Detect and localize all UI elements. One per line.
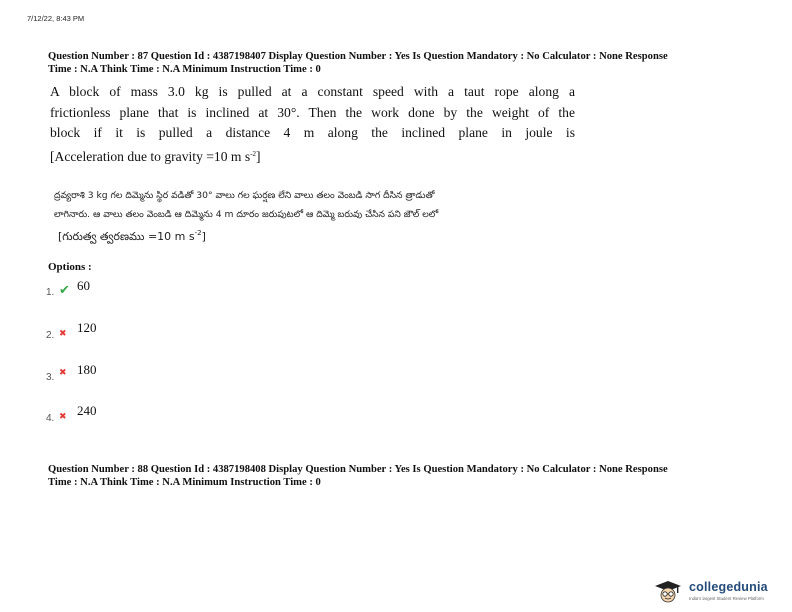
question-87-telugu-text (54, 186, 574, 246)
question-text-line: frictionless plane that is inclined at 30°. Then the work done by the weight of the (50, 104, 575, 120)
bracket-close: ] (201, 230, 206, 243)
option-number: 1. (46, 287, 55, 298)
collegedunia-logo (651, 580, 787, 604)
question-87-meta (48, 50, 768, 76)
question-88-meta-line-1: Question Number : 88 Question Id : 4387198408 Display Question Number : Yes Is Question Mandatory : No Calculator : None Response (48, 464, 668, 475)
option-number: 4. (46, 413, 55, 424)
check-icon: ✔ (59, 283, 70, 298)
telugu-text-line (58, 224, 574, 246)
telugu-gravity-note: [గురుత్వ త్వరణము =10 m s (58, 230, 195, 243)
telugu-text-line: లాగినారు. ఆ వాలు తలం వెంబడి ఆ దిమ్మెను 4 m దూరం జరుపుటలో ఆ దిమ్మె బరువు చేసిన పని జౌల్ లలో (54, 209, 439, 220)
option-number: 3. (46, 372, 55, 383)
cross-icon: ✖ (59, 412, 67, 422)
option-value: 180 (77, 362, 97, 377)
option-value: 120 (77, 320, 97, 335)
question-87-meta-line-2: Time : N.A Think Time : N.A Minimum Instruction Time : 0 (48, 64, 321, 75)
question-88-meta-line-2: Time : N.A Think Time : N.A Minimum Instruction Time : 0 (48, 477, 321, 488)
question-88-meta (48, 463, 768, 489)
option-value: 240 (77, 403, 97, 418)
question-87-english-text (50, 82, 575, 167)
gravity-note: [Acceleration due to gravity =10 m s (50, 148, 251, 164)
exponent: -2 (250, 149, 257, 158)
bracket-close: ] (256, 148, 261, 164)
cross-icon: ✖ (59, 329, 67, 339)
telugu-text-line: ద్రవ్యరాశి 3 kg గల దిమ్మెను స్థిర వడితో 30° వాలు గల ఘర్షణ లేని వాలు తలం వెంబడి సాగ దీసిన త్రాడుతో (54, 190, 435, 201)
question-87-meta-line-1: Question Number : 87 Question Id : 4387198407 Display Question Number : Yes Is Question Mandatory : No Calculator : None Response (48, 51, 668, 62)
print-timestamp: 7/12/22, 8:43 PM (27, 14, 85, 23)
options-heading: Options : (48, 261, 92, 273)
cross-icon: ✖ (59, 368, 67, 378)
option-number: 2. (46, 330, 55, 341)
question-text-line: A block of mass 3.0 kg is pulled at a constant speed with a taut rope along a (50, 84, 575, 99)
option-value: 60 (77, 278, 90, 293)
exponent: -2 (194, 229, 202, 237)
question-text-line: block if it is pulled a distance 4 m along the inclined plane in joule is (50, 125, 575, 140)
question-text-line (50, 144, 575, 168)
logo-wordmark: collegedunia (689, 580, 768, 594)
graduate-mascot-icon (651, 580, 685, 604)
logo-tagline: India's largest Student Review Platform (689, 596, 764, 601)
